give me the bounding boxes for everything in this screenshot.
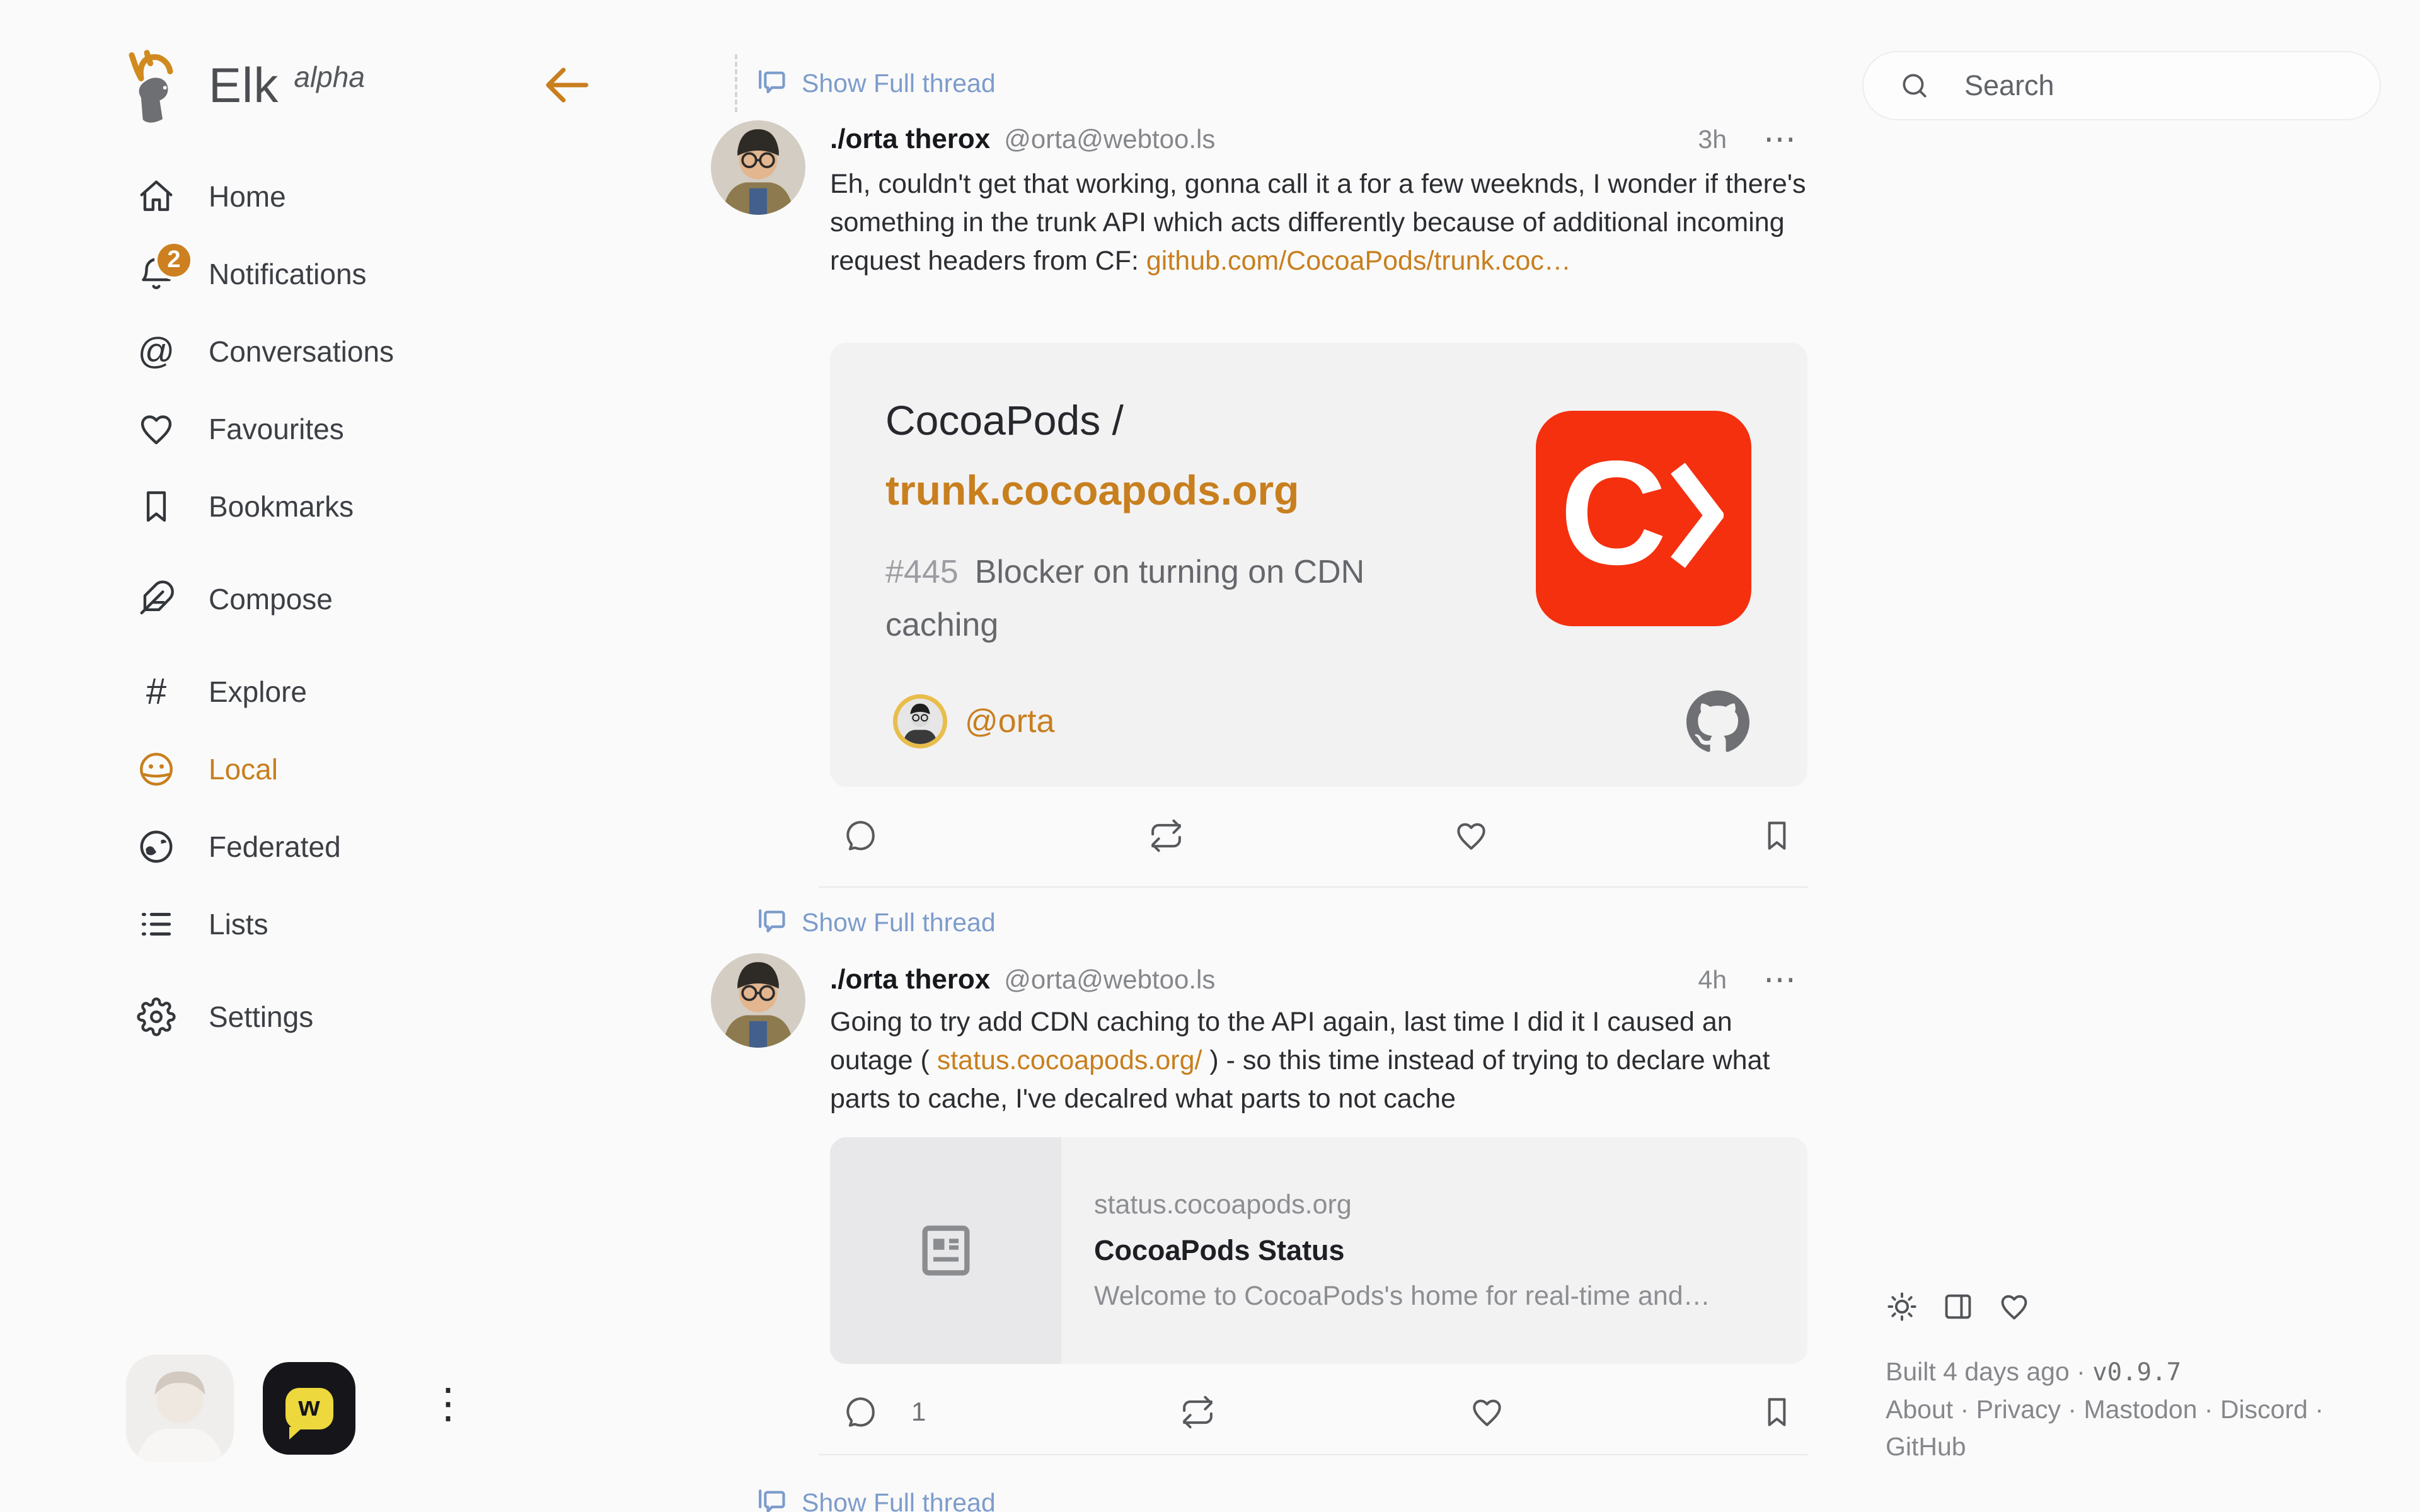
sidebar-item-label: Favourites: [209, 412, 344, 445]
boost-button[interactable]: [1180, 1394, 1216, 1430]
article-icon: [914, 1219, 977, 1282]
account-bar: [126, 1354, 504, 1499]
card-description: Welcome to CocoaPods's home for real-time and…: [1094, 1281, 1710, 1311]
post-more-menu[interactable]: ⋯: [1763, 961, 1796, 998]
link-preview-card-github[interactable]: [830, 343, 1807, 787]
post-text: Eh, couldn't get that working, gonna call it a for a few weeknds, I wonder if there's something in the trunk API which acts differently because of additional incoming request headers from CF: github.com/CocoaPods/trunk.coc…: [830, 169, 1806, 276]
reply-button[interactable]: [843, 1394, 926, 1430]
favourite-icon: [1469, 1394, 1505, 1430]
footer-link-about[interactable]: About: [1886, 1395, 1954, 1424]
sidebar-item-label: Notifications: [209, 257, 367, 290]
footer-text: [1886, 1353, 2377, 1465]
people-icon: [135, 748, 177, 790]
home-icon: [135, 176, 177, 217]
app-badge: alpha: [294, 60, 365, 93]
bookmark-icon: [1759, 818, 1795, 854]
footer-link-discord[interactable]: Discord: [2220, 1395, 2308, 1424]
search-icon: [1899, 70, 1930, 101]
sidebar-item-home[interactable]: [118, 158, 584, 235]
account-more-menu[interactable]: ⋮: [427, 1380, 470, 1426]
show-full-thread-link[interactable]: [755, 905, 996, 940]
footer-icons: [1886, 1290, 2031, 1323]
footer-separator: ·: [2061, 1395, 2084, 1424]
post-divider: [819, 1454, 1807, 1455]
footer-link-github[interactable]: GitHub: [1886, 1432, 1966, 1461]
post-header: [830, 120, 1807, 159]
gear-icon: [135, 996, 177, 1038]
show-full-thread-label: Show Full thread: [802, 1487, 996, 1512]
sidebar-item-bookmarks[interactable]: [118, 467, 584, 545]
sidebar-item-label: Compose: [209, 582, 333, 616]
card-title: CocoaPods Status: [1094, 1234, 1345, 1266]
card-author-handle[interactable]: @orta: [965, 703, 1055, 740]
sidebar-item-label: Conversations: [209, 335, 395, 368]
show-full-thread-label: Show Full thread: [802, 907, 996, 937]
card-thumbnail: [830, 1137, 1061, 1364]
show-full-thread-link[interactable]: [755, 1485, 996, 1512]
elk-logo-icon: [118, 46, 192, 125]
boost-icon: [1148, 818, 1184, 854]
account-avatar[interactable]: [126, 1354, 234, 1462]
post-divider: [819, 886, 1807, 888]
footer-separator: ·: [2197, 1395, 2220, 1424]
post-timestamp[interactable]: 4h: [1698, 965, 1727, 994]
bookmark-icon: [1759, 1394, 1795, 1430]
feather-icon: [135, 578, 177, 620]
post-more-menu[interactable]: ⋯: [1763, 121, 1796, 158]
sidebar-item-federated[interactable]: [118, 808, 584, 885]
sidebar-item-compose[interactable]: [118, 560, 584, 638]
sidebar-item-label: Bookmarks: [209, 490, 354, 523]
sidebar-item-notifications[interactable]: [118, 235, 584, 312]
footer-link-privacy[interactable]: Privacy: [1976, 1395, 2061, 1424]
thread-icon: [755, 66, 790, 101]
reply-button[interactable]: [843, 818, 879, 854]
card-domain-link[interactable]: trunk.cocoapods.org: [885, 467, 1299, 513]
boost-button[interactable]: [1148, 818, 1184, 854]
at-icon: @: [137, 330, 175, 372]
sponsor-heart-icon[interactable]: [1998, 1290, 2031, 1323]
sidebar-item-label: Explore: [209, 675, 307, 708]
reply-count: 1: [911, 1397, 926, 1426]
card-url: status.cocoapods.org: [1094, 1189, 1352, 1220]
post-link[interactable]: status.cocoapods.org/: [936, 1045, 1202, 1075]
reply-icon: [843, 818, 879, 854]
thread-connector-line: [735, 54, 737, 112]
version-label: v0.9.7: [2092, 1358, 2182, 1387]
sidebar-item-label: Lists: [209, 907, 268, 941]
post-author-name[interactable]: ./orta therox: [830, 123, 991, 154]
search-input[interactable]: [1963, 69, 2344, 103]
footer-separator: ·: [1953, 1395, 1976, 1424]
bookmark-button[interactable]: [1759, 1394, 1795, 1430]
post-author-handle[interactable]: @orta@webtoo.ls: [1004, 965, 1216, 994]
thread-icon: [755, 1485, 790, 1512]
sidebar-item-local[interactable]: [118, 730, 584, 808]
post-timestamp[interactable]: 3h: [1698, 124, 1727, 154]
collapse-sidebar-arrow-icon[interactable]: [541, 59, 594, 112]
card-issue-title: #445 Blocker on turning on CDN caching: [885, 554, 1365, 643]
post-author-name[interactable]: ./orta therox: [830, 964, 991, 995]
card-body: [1094, 1137, 1710, 1364]
sidebar-item-favourites[interactable]: [118, 390, 584, 467]
hash-icon: #: [146, 670, 167, 712]
thread-icon: [755, 905, 790, 940]
bell-icon: [135, 246, 181, 295]
webtools-app-icon[interactable]: [263, 1362, 355, 1455]
webtools-bubble-icon: w: [285, 1388, 333, 1429]
heart-icon: [135, 408, 177, 450]
sidebar-item-conversations[interactable]: [118, 312, 584, 390]
sidebar-item-label: Local: [209, 752, 278, 786]
footer-separator: ·: [2307, 1395, 2324, 1424]
post-action-bar: [830, 816, 1807, 855]
app-title: Elk: [209, 57, 279, 113]
card-repo-name: CocoaPods /: [885, 397, 1124, 444]
favourite-button[interactable]: [1469, 1394, 1505, 1430]
post-header: [830, 960, 1807, 999]
list-icon: [135, 903, 177, 945]
bookmark-icon: [135, 486, 177, 527]
post-author-handle[interactable]: @orta@webtoo.ls: [1004, 124, 1216, 154]
cocoapods-logo-icon: C: [1536, 411, 1751, 626]
post-author-avatar[interactable]: [711, 953, 805, 1048]
brand[interactable]: [118, 44, 365, 126]
reply-icon: [843, 1394, 879, 1430]
post-link[interactable]: github.com/CocoaPods/trunk.coc…: [1146, 246, 1571, 276]
theme-toggle-sun-icon[interactable]: [1886, 1290, 1918, 1323]
post-action-bar: [830, 1392, 1807, 1431]
favourite-button[interactable]: [1453, 818, 1489, 854]
boost-icon: [1180, 1394, 1216, 1430]
sidebar-item-explore[interactable]: [118, 653, 584, 730]
sidebar-item-label: Settings: [209, 1000, 314, 1033]
globe-icon: [135, 826, 177, 868]
bookmark-button[interactable]: [1759, 818, 1795, 854]
sidebar-item-lists[interactable]: [118, 885, 584, 963]
notifications-count-badge: 2: [154, 241, 193, 280]
show-full-thread-link[interactable]: [755, 66, 996, 101]
sidebar-nav: [118, 158, 584, 1055]
search-bar[interactable]: [1862, 51, 2381, 120]
layout-toggle-icon[interactable]: [1942, 1290, 1974, 1323]
post-author-avatar[interactable]: [711, 120, 805, 215]
github-logo-icon: [1686, 690, 1749, 753]
sidebar-item-label: Home: [209, 180, 286, 213]
show-full-thread-label: Show Full thread: [802, 68, 996, 98]
link-preview-card-status[interactable]: [830, 1137, 1807, 1364]
build-info: Built 4 days ago ·: [1886, 1357, 2093, 1386]
favourite-icon: [1453, 818, 1489, 854]
sidebar-item-label: Federated: [209, 830, 341, 863]
sidebar-item-settings[interactable]: [118, 978, 584, 1055]
footer-link-mastodon[interactable]: Mastodon: [2083, 1395, 2198, 1424]
card-author-row: [893, 694, 1054, 748]
card-author-avatar: [893, 694, 947, 748]
post-text: Going to try add CDN caching to the API again, last time I did it I caused an outage ( status.cocoapods.org/ ) - so this time instead of trying to declare what parts to cache, I've decalred what parts to not cache: [830, 1007, 1770, 1114]
